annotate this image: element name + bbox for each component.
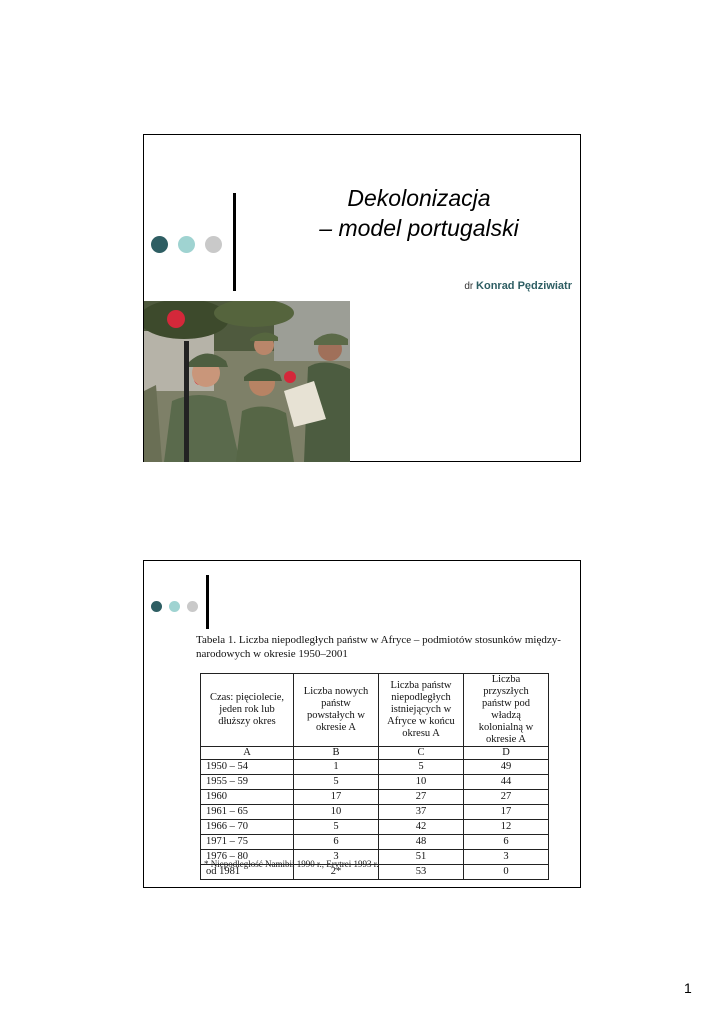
soldiers-photo-illustration xyxy=(144,301,350,462)
decor-dot-grey xyxy=(187,601,198,612)
decor-vertical-line xyxy=(206,575,209,629)
soldiers-photo xyxy=(144,301,350,462)
cell-new: 17 xyxy=(294,790,379,805)
author xyxy=(464,280,572,292)
cell-new: 10 xyxy=(294,805,379,820)
cell-period: 1976 – 80 xyxy=(201,850,294,865)
table-row xyxy=(201,820,549,835)
cell-new: 6 xyxy=(294,835,379,850)
table-footnote: * Niepodległość Namibii 1990 r., Erytrei 1993 r. xyxy=(204,859,379,869)
slide-2 xyxy=(143,560,581,888)
cell-existing: 53 xyxy=(379,865,464,880)
cell-existing: 27 xyxy=(379,790,464,805)
cell-colonial: 49 xyxy=(464,760,549,775)
slide-title-line2: – model portugalski xyxy=(319,215,519,241)
cell-existing: 5 xyxy=(379,760,464,775)
table-row xyxy=(201,805,549,820)
header-col-a: Czas: pięciolecie, jeden rok lub dłuższy okres xyxy=(201,674,294,747)
slide-title-line1: Dekolonizacja xyxy=(347,185,491,211)
cell-new: 1 xyxy=(294,760,379,775)
decor-dot-dark xyxy=(151,601,162,612)
table-row xyxy=(201,760,549,775)
letter-d: D xyxy=(464,747,549,760)
header-col-b: Liczba nowych państw powstałych w okresie A xyxy=(294,674,379,747)
header-col-c: Liczba państw niepodległych istniejących w Afryce w końcu okresu A xyxy=(379,674,464,747)
table-row xyxy=(201,790,549,805)
decor-vertical-line xyxy=(233,193,236,291)
table-letter-row xyxy=(201,747,549,760)
letter-b: B xyxy=(294,747,379,760)
cell-period: 1955 – 59 xyxy=(201,775,294,790)
cell-period: 1960 xyxy=(201,790,294,805)
cell-colonial: 17 xyxy=(464,805,549,820)
cell-period: 1966 – 70 xyxy=(201,820,294,835)
table-row xyxy=(201,775,549,790)
cell-new: 3 xyxy=(294,850,379,865)
decor-dot-light xyxy=(178,236,195,253)
page-number: 1 xyxy=(684,980,692,996)
cell-period: od 1981 xyxy=(201,865,294,880)
decor-dot-light xyxy=(169,601,180,612)
table-title-line2: narodowych w okresie 1950–2001 xyxy=(196,648,348,660)
cell-existing: 37 xyxy=(379,805,464,820)
cell-colonial: 6 xyxy=(464,835,549,850)
header-col-d: Liczba przyszłych państw pod władzą kolonialną w okresie A xyxy=(464,674,549,747)
cell-existing: 51 xyxy=(379,850,464,865)
cell-existing: 42 xyxy=(379,820,464,835)
cell-colonial: 0 xyxy=(464,865,549,880)
decor-dot-grey xyxy=(205,236,222,253)
cell-colonial: 44 xyxy=(464,775,549,790)
cell-colonial: 12 xyxy=(464,820,549,835)
table-header-row xyxy=(201,674,549,747)
author-prefix: dr xyxy=(464,281,474,292)
cell-period: 1961 – 65 xyxy=(201,805,294,820)
letter-c: C xyxy=(379,747,464,760)
cell-period: 1971 – 75 xyxy=(201,835,294,850)
decor-dot-dark xyxy=(151,236,168,253)
independence-table xyxy=(200,673,549,880)
cell-existing: 48 xyxy=(379,835,464,850)
cell-period: 1950 – 54 xyxy=(201,760,294,775)
slide-1 xyxy=(143,134,581,462)
cell-new: 2* xyxy=(294,865,379,880)
cell-new: 5 xyxy=(294,820,379,835)
cell-new: 5 xyxy=(294,775,379,790)
table-row xyxy=(201,835,549,850)
letter-a: A xyxy=(201,747,294,760)
author-name: Konrad Pędziwiatr xyxy=(476,280,572,292)
cell-colonial: 27 xyxy=(464,790,549,805)
cell-existing: 10 xyxy=(379,775,464,790)
cell-colonial: 3 xyxy=(464,850,549,865)
table-title-line1: Tabela 1. Liczba niepodległych państw w Afryce – podmiotów stosunków między- xyxy=(196,634,561,646)
